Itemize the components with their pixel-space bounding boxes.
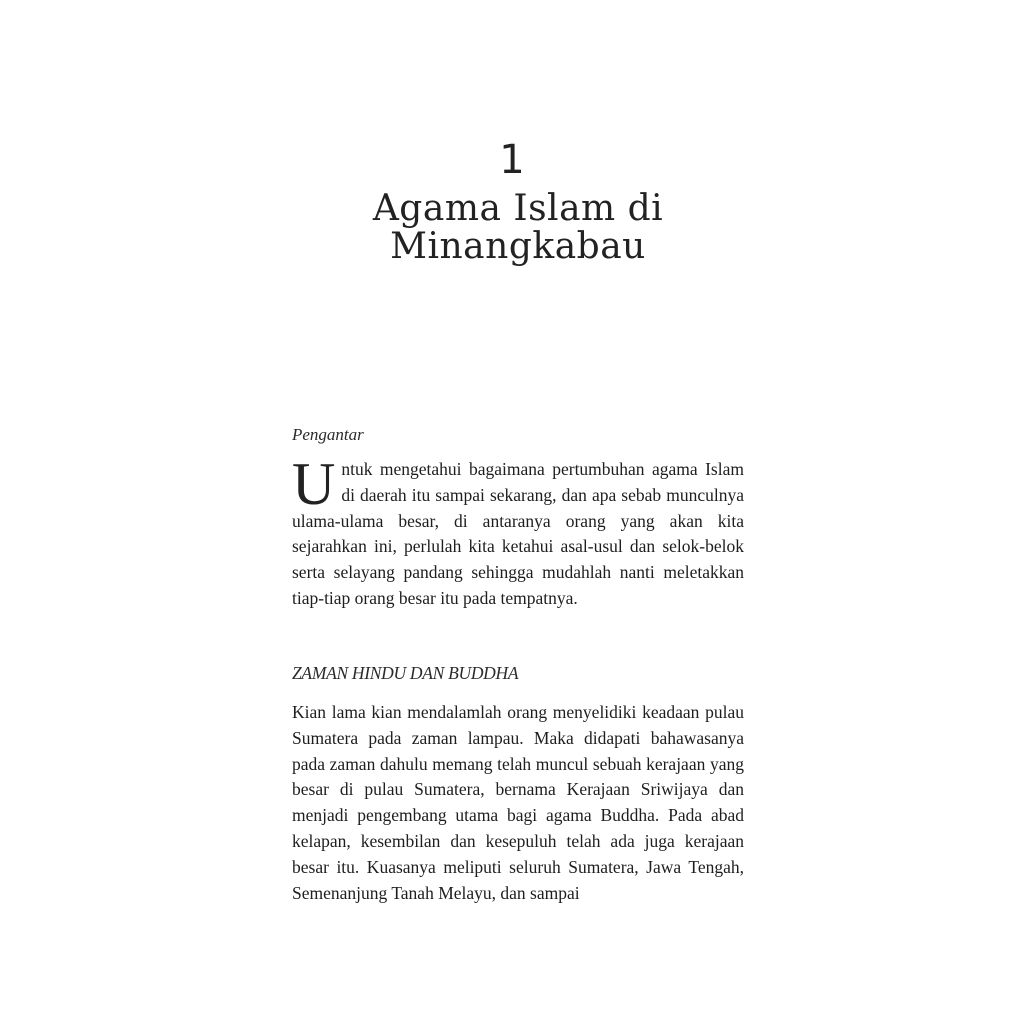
intro-text: ntuk mengetahui bagaimana pertumbuhan agama Islam di daerah itu sampai sekarang, dan apa sebab munculnya ulama-ulama besar, di antaranya orang yang akan kita sejarahkan ini, perlulah kita ketahui asal-usul dan selok-belok serta selayang pandang sehingga mudahlah nanti meletakkan tiap-tiap orang besar itu pada tempatnya.	[292, 459, 744, 608]
intro-paragraph	[292, 451, 744, 612]
chapter-title	[0, 190, 1024, 266]
section-heading: ZAMAN HINDU DAN BUDDHA	[292, 663, 519, 683]
chapter-title-line-2: Minangkabau	[390, 226, 646, 267]
intro-label: Pengantar	[292, 425, 364, 444]
chapter-title-line-1: Agama Islam di	[372, 188, 664, 229]
drop-cap: U	[292, 451, 336, 517]
section-paragraph: Kian lama kian mendalamlah orang menyelidiki keadaan pulau Sumatera pada zaman lampau. Maka didapati bahawasanya pada zaman dahulu memang telah muncul sebuah kerajaan yang besar di pulau Sumatera, bernama Kerajaan Sriwijaya dan menjadi pengembang utama bagi agama Buddha. Pada abad kelapan, kesembilan dan kesepuluh telah ada juga kerajaan besar itu. Kuasanya meliputi seluruh Sumatera, Jawa Tengah, Semenanjung Tanah Melayu, dan sampai	[292, 702, 744, 903]
chapter-number: 1	[499, 137, 525, 183]
